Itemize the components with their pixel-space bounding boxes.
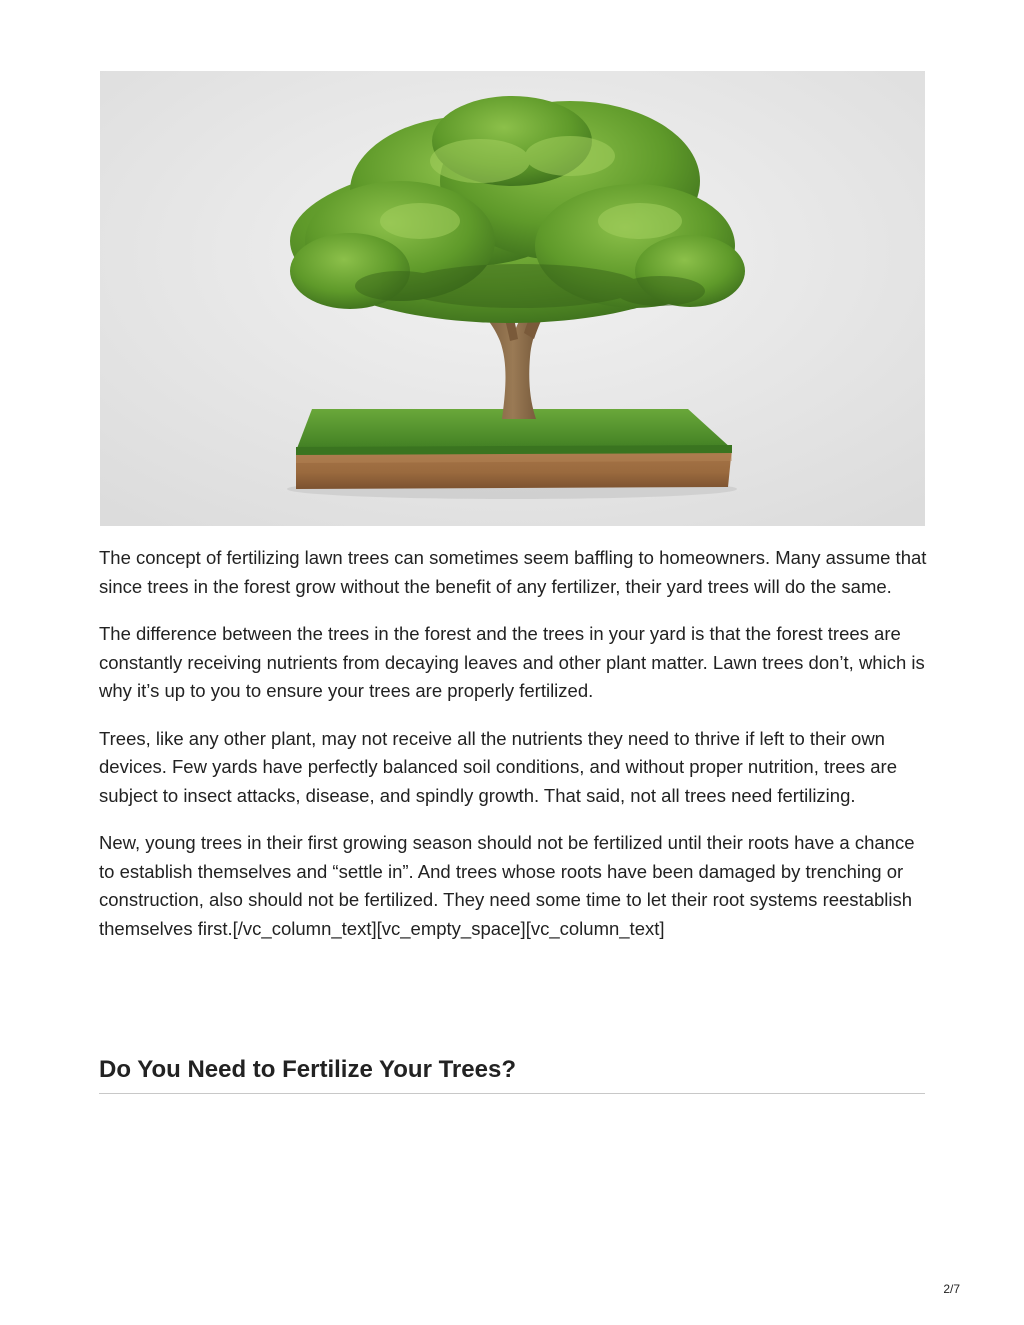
paragraph: Trees, like any other plant, may not receive all the nutrients they need to thrive if left to their own devices. Few yards have perfectly balanced soil conditions, and without proper nutrition, trees are subject to insect attacks, disease, and spindly growth. That said, not all trees need fertilizing.: [99, 727, 897, 806]
hero-image: [100, 71, 925, 526]
paragraph: New, young trees in their first growing season should not be fertilized until their roots have a chance to establish themselves and “settle in”. And trees whose roots have been damaged by trenching or construction, also should not be fertilized. They need some time to let their root systems reestablish themselves first.[/vc_column_text][vc_empty_space][vc_column_text]: [99, 832, 915, 939]
tree-illustration: [100, 71, 925, 526]
section-heading: Do You Need to Fertilize Your Trees?: [99, 1052, 925, 1094]
paragraph: The concept of fertilizing lawn trees can sometimes seem baffling to homeowners. Many assume that since trees in the forest grow without the benefit of any fertilizer, their yard trees will do the same.: [99, 547, 927, 597]
article-body: [99, 544, 929, 962]
page-number: 2/7: [943, 1282, 960, 1296]
paragraph: The difference between the trees in the forest and the trees in your yard is that the forest trees are constantly receiving nutrients from decaying leaves and other plant matter. Lawn trees don’t, which is why it’s up to you to ensure your trees are properly fertilized.: [99, 623, 925, 701]
